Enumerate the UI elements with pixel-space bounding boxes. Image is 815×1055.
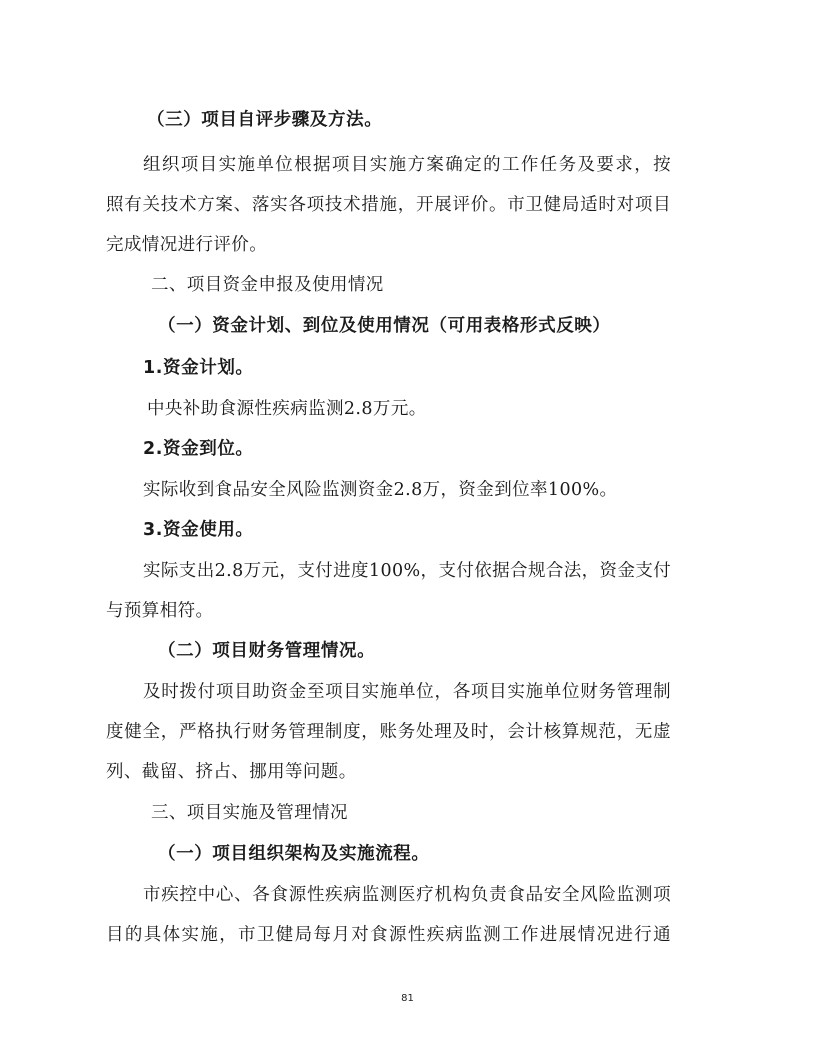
heading-implementation-section: 三、项目实施及管理情况 (151, 803, 348, 823)
paragraph-line: 与预算相符。 (106, 601, 214, 621)
heading-self-evaluation-steps: （三）项目自评步骤及方法。 (147, 110, 383, 130)
heading-funding-section: 二、项目资金申报及使用情况 (151, 275, 384, 295)
page-number: 81 (401, 993, 414, 1004)
paragraph-line: 照有关技术方案、落实各项技术措施，开展评价。市卫健局适时对项目 (106, 195, 671, 215)
heading-funding-plan-usage: （一）资金计划、到位及使用情况（可用表格形式反映） (158, 316, 611, 336)
paragraph-line: 组织项目实施单位根据项目实施方案确定的工作任务及要求，按 (143, 155, 671, 175)
paragraph-line: 实际收到食品安全风险监测资金2.8万，资金到位率100%。 (143, 480, 618, 500)
paragraph-line: 实际支出2.8万元，支付进度100%，支付依据合规合法，资金支付 (143, 561, 672, 581)
heading-financial-management: （二）项目财务管理情况。 (158, 641, 376, 661)
paragraph-line: 度健全，严格执行财务管理制度，账务处理及时，会计核算规范，无虚 (106, 722, 671, 742)
paragraph-line: 列、截留、挤占、挪用等问题。 (106, 762, 357, 782)
paragraph-line: 目的具体实施，市卫健局每月对食源性疾病监测工作进展情况进行通 (106, 925, 671, 945)
heading-funding-use: 3.资金使用。 (143, 520, 254, 540)
paragraph-line: 及时拨付项目助资金至项目实施单位，各项目实施单位财务管理制 (143, 682, 671, 702)
heading-funding-arrival: 2.资金到位。 (143, 439, 254, 459)
heading-organization-structure: （一）项目组织架构及实施流程。 (158, 844, 430, 864)
paragraph-line: 完成情况进行评价。 (106, 235, 268, 255)
paragraph-line: 中央补助食源性疾病监测2.8万元。 (147, 399, 427, 419)
paragraph-line: 市疾控中心、各食源性疾病监测医疗机构负责食品安全风险监测项 (143, 885, 671, 905)
heading-funding-plan: 1.资金计划。 (143, 358, 254, 378)
